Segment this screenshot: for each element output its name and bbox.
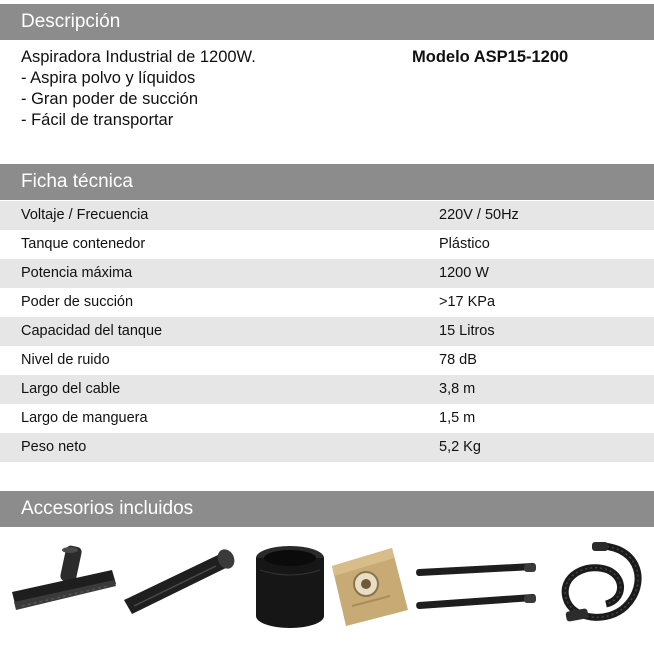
- accessories-strip: [0, 540, 654, 640]
- spec-label: Peso neto: [21, 439, 87, 455]
- spec-value: >17 KPa: [439, 294, 496, 310]
- ficha-tecnica-header: Ficha técnica: [0, 164, 654, 200]
- model-name: Modelo ASP15-1200: [412, 48, 569, 66]
- spec-value: 1200 W: [439, 265, 489, 281]
- spec-row: [0, 346, 654, 375]
- spec-label: Nivel de ruido: [21, 352, 110, 368]
- spec-row: [0, 375, 654, 404]
- spec-label: Capacidad del tanque: [21, 323, 163, 339]
- accesorios-header: Accesorios incluidos: [0, 491, 654, 527]
- crevice-nozzle-icon: [120, 540, 240, 630]
- spec-value: 1,5 m: [439, 410, 476, 426]
- spec-value: 3,8 m: [439, 381, 476, 397]
- description-line: Aspiradora Industrial de 1200W.: [21, 48, 256, 66]
- spec-row: [0, 288, 654, 317]
- description-line: - Fácil de transportar: [21, 111, 174, 129]
- spec-row: [0, 201, 654, 230]
- description-list: [21, 47, 256, 131]
- spec-value: 5,2 Kg: [439, 439, 481, 455]
- spec-value: 15 Litros: [439, 323, 495, 339]
- description-line: - Aspira polvo y líquidos: [21, 69, 196, 87]
- spec-label: Poder de succión: [21, 294, 134, 310]
- spec-value: 220V / 50Hz: [439, 207, 519, 223]
- spec-label: Largo de manguera: [21, 410, 148, 426]
- filter-bag-icon: [330, 540, 410, 630]
- hose-icon: [552, 540, 650, 630]
- spec-row: [0, 433, 654, 462]
- spec-row: [0, 404, 654, 433]
- spec-row: [0, 230, 654, 259]
- spec-value: Plástico: [439, 236, 490, 252]
- spec-table: [0, 201, 654, 462]
- spec-label: Voltaje / Frecuencia: [21, 207, 149, 223]
- extension-tubes-icon: [412, 540, 544, 630]
- description-line: - Gran poder de succión: [21, 90, 199, 108]
- descripcion-header: Descripción: [0, 4, 654, 40]
- floor-brush-icon: [8, 540, 118, 630]
- spec-value: 78 dB: [439, 352, 477, 368]
- spec-row: [0, 317, 654, 346]
- foam-filter-icon: [250, 540, 330, 630]
- spec-row: [0, 259, 654, 288]
- spec-label: Tanque contenedor: [21, 236, 146, 252]
- spec-label: Largo del cable: [21, 381, 121, 397]
- spec-label: Potencia máxima: [21, 265, 133, 281]
